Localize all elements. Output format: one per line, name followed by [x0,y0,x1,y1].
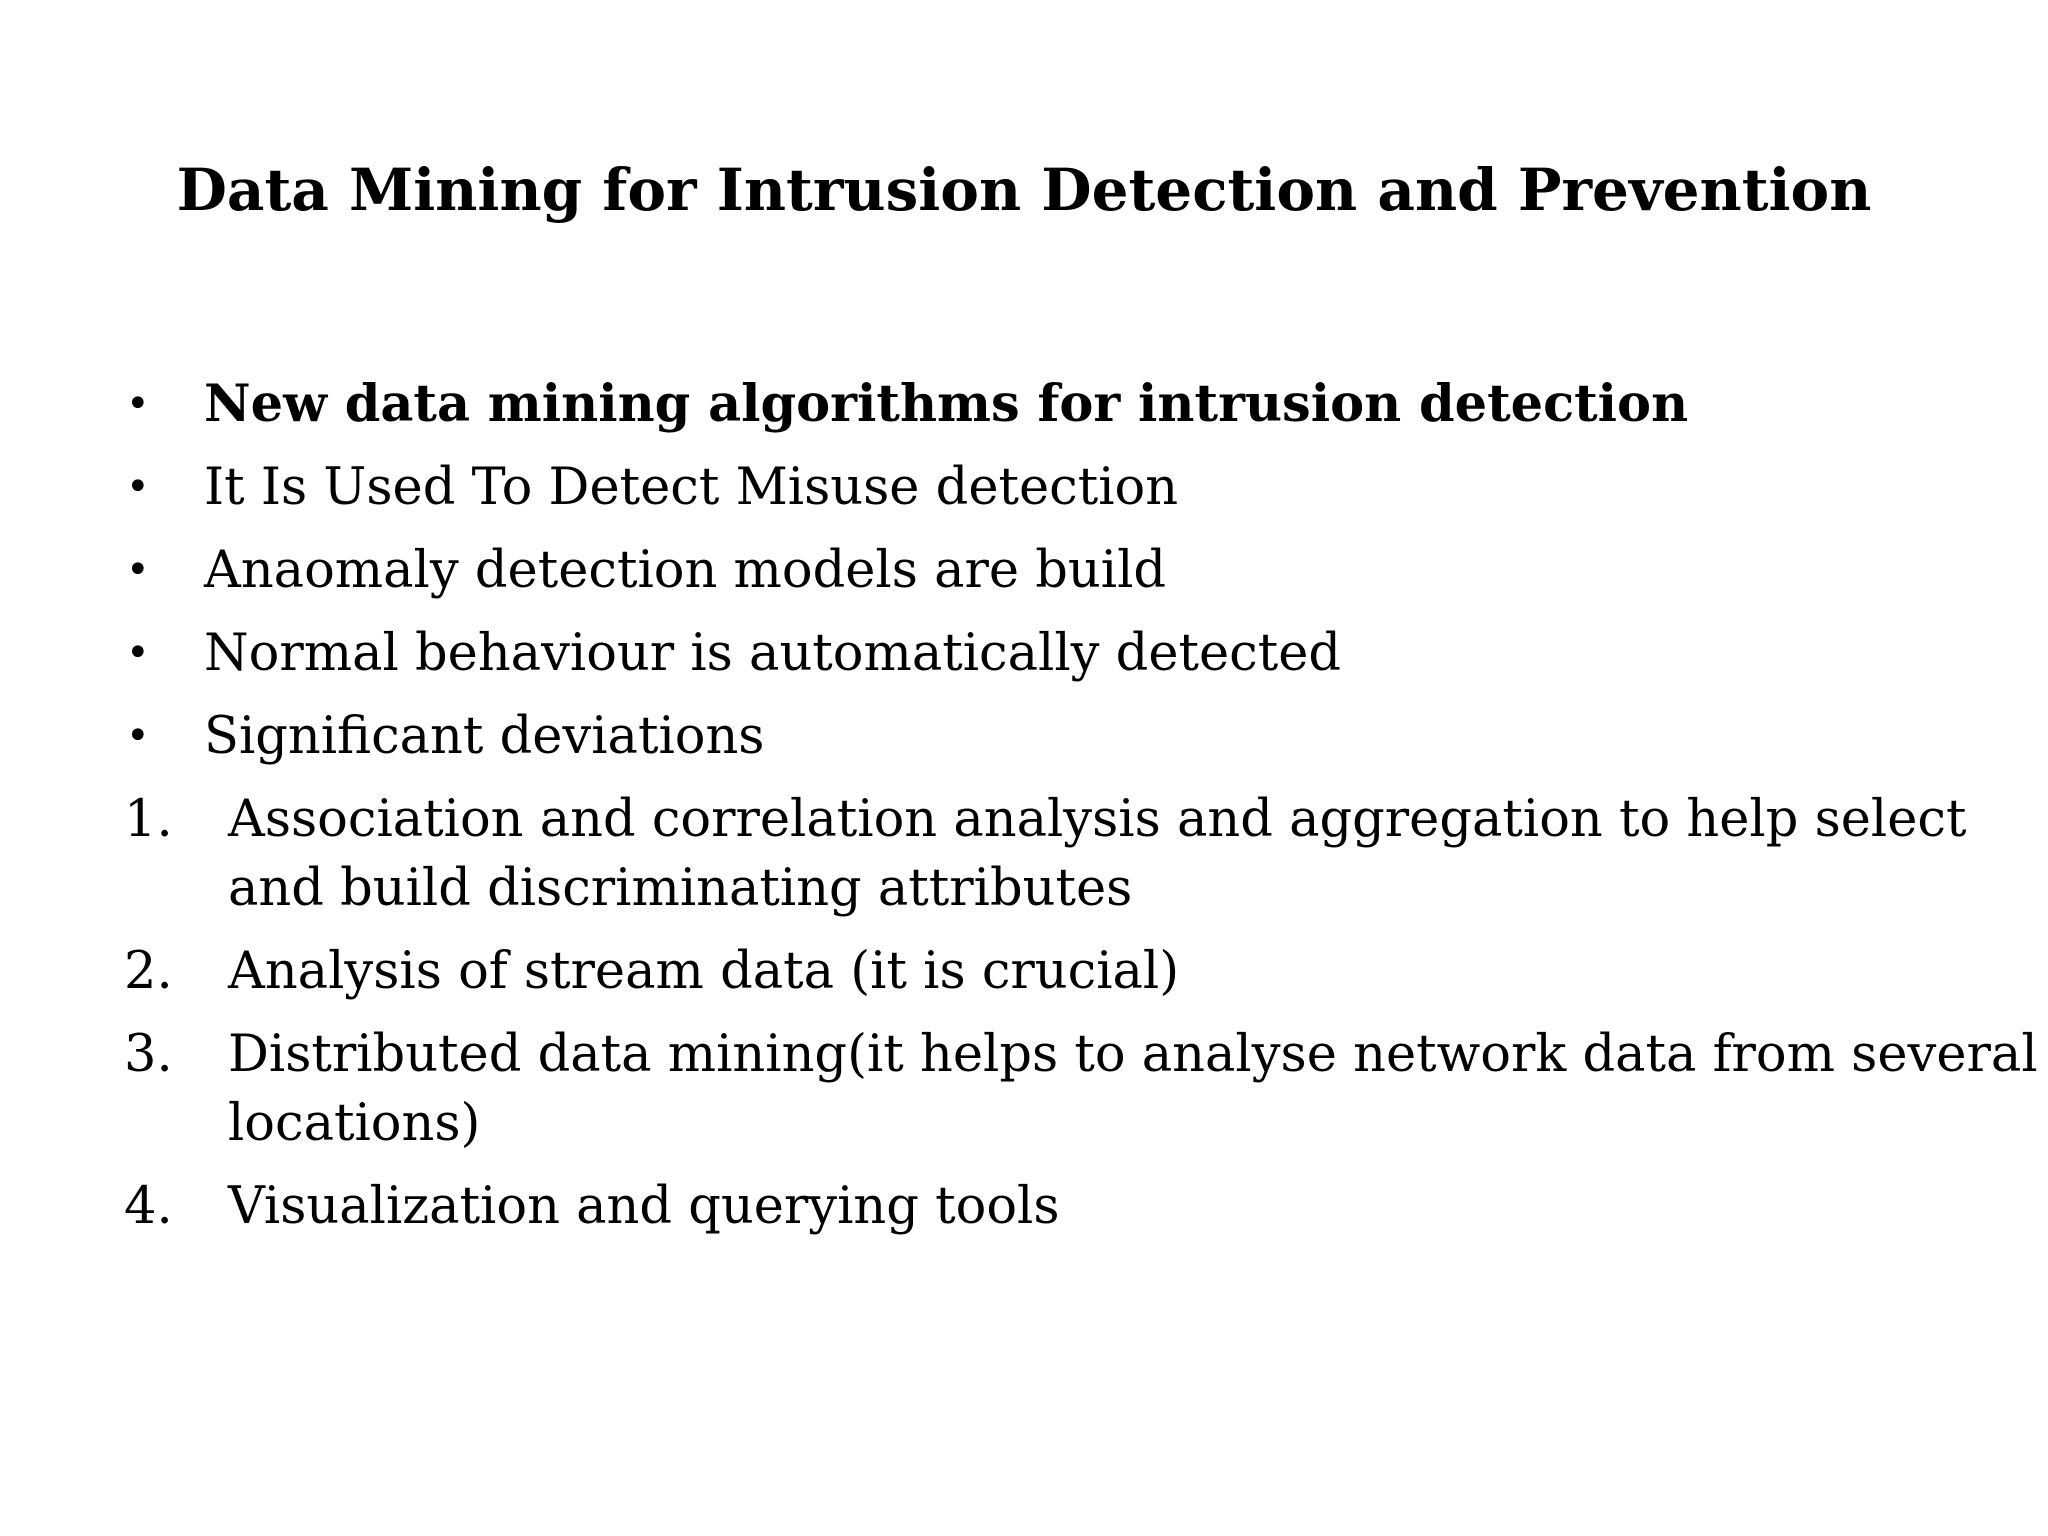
numbered-item [124,785,2004,937]
numbered-text [228,937,2048,1006]
slide-title: Data Mining for Intrusion Detection and Prevention [176,156,1872,224]
bullet-item [124,619,2004,702]
item-number: 4. [124,1177,173,1236]
numbered-text-line: Analysis of stream data (it is crucial) [228,942,1180,1001]
item-number: 2. [124,942,173,1001]
numbered-text [228,1172,2048,1241]
bullet-text: It Is Used To Detect Misuse detection [204,458,1179,517]
bullet-text: Significant deviations [204,707,765,766]
numbered-item [124,937,2004,1020]
item-number: 3. [124,1025,173,1084]
bullet-text: New data mining algorithms for intrusion detection [204,374,1689,434]
numbered-text-line: Association and correlation analysis and aggregation to help select [228,790,1967,849]
slide-content [124,370,2038,1255]
bullet-marker: • [126,547,150,593]
numbered-text [228,785,2048,923]
item-number: 1. [124,790,173,849]
bullet-marker: • [126,464,150,510]
bullet-item [124,453,2004,536]
numbered-text [228,1020,2048,1158]
numbered-text-line: Visualization and querying tools [228,1177,1060,1236]
bullet-item [124,536,2004,619]
numbered-item [124,1020,2038,1172]
numbered-text-line: Distributed data mining(it helps to analyse network data from several [228,1025,2038,1084]
numbered-text-line: and build discriminating attributes [228,859,1133,918]
bullet-text: Normal behaviour is automatically detected [204,624,1342,683]
bullet-marker: • [126,381,150,427]
bullet-text: Anaomaly detection models are build [204,541,1167,600]
bullet-item [124,370,2004,453]
numbered-text-line: locations) [228,1094,481,1153]
bullet-item [124,702,2004,785]
bullet-marker: • [126,713,150,759]
numbered-item [124,1172,2004,1255]
bullet-marker: • [126,630,150,676]
